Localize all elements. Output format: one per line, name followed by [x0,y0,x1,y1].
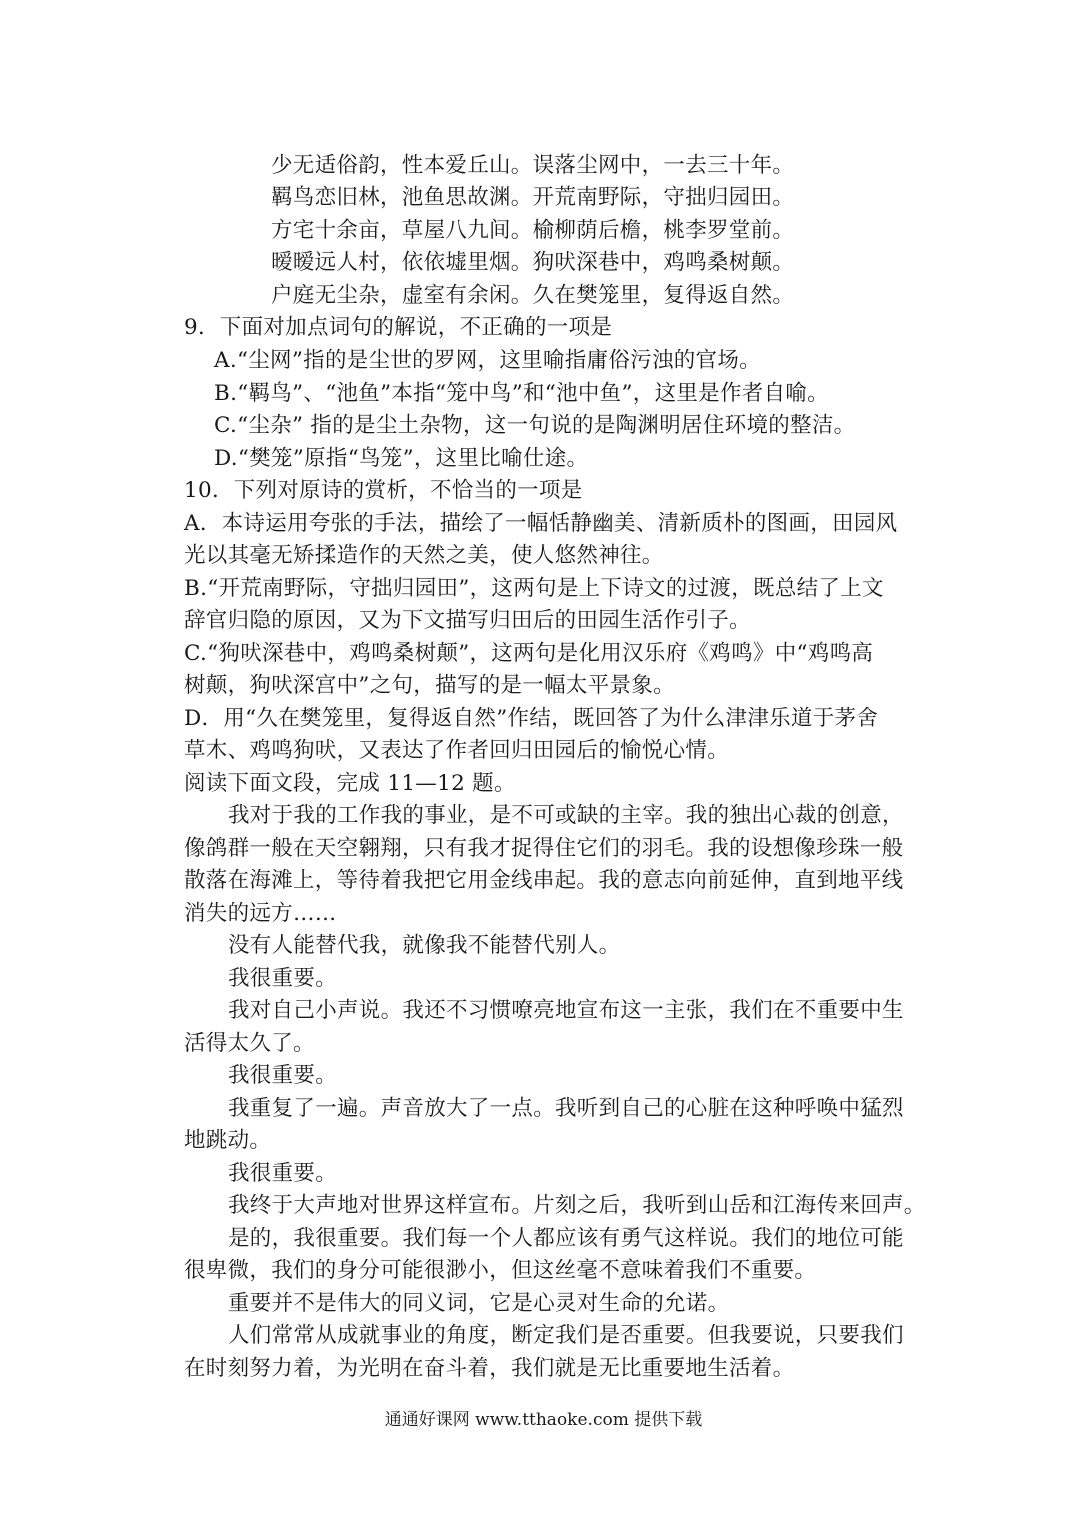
question-10-option-c-line-2: 树颠，狗吠深宫中”之句，描写的是一幅太平景象。 [184,673,675,698]
passage-line-12: 我很重要。 [228,1161,338,1186]
passage-line-1: 我对于我的工作我的事业，是不可或缺的主宰。我的独出心裁的创意， [228,803,904,828]
poem-line-1: 少无适俗韵，性本爱丘山。误落尘网中，一去三十年。 [271,153,795,178]
poem-line-3: 方宅十余亩，草屋八九间。榆柳荫后檐，桃李罗堂前。 [271,218,795,243]
passage-line-10: 我重复了一遍。声音放大了一点。我听到自己的心脏在这种呼唤中猛烈 [228,1096,904,1121]
passage-line-8: 活得太久了。 [184,1031,315,1056]
passage-line-6: 我很重要。 [228,966,338,991]
question-9-option-c: C.“尘杂” 指的是尘土杂物，这一句说的是陶渊明居住环境的整洁。 [214,413,856,438]
question-10-option-d-line-1: D．用“久在樊笼里，复得返自然”作结，既回答了为什么津津乐道于茅舍 [184,706,879,731]
passage-line-3: 散落在海滩上，等待着我把它用金线串起。我的意志向前延伸，直到地平线 [184,868,904,893]
question-9-option-d: D.“樊笼”原指“鸟笼”，这里比喻仕途。 [214,446,589,471]
passage-line-11: 地跳动。 [184,1128,272,1153]
passage-line-2: 像鸽群一般在天空翱翔，只有我才捉得住它们的羽毛。我的设想像珍珠一般 [184,836,904,861]
passage-line-17: 人们常常从成就事业的角度，断定我们是否重要。但我要说，只要我们 [228,1323,904,1348]
question-9-stem: 9．下面对加点词句的解说，不正确的一项是 [184,315,613,340]
reading-instruction: 阅读下面文段，完成 11—12 题。 [184,771,516,796]
question-10-option-b-line-1: B.“开荒南野际，守拙归园田”，这两句是上下诗文的过渡，既总结了上文 [184,576,884,601]
passage-line-15: 很卑微，我们的身分可能很渺小，但这丝毫不意味着我们不重要。 [184,1258,817,1283]
question-9-option-b: B.“羁鸟”、“池鱼”本指“笼中鸟”和“池中鱼”，这里是作者自喻。 [214,381,829,406]
passage-line-9: 我很重要。 [228,1063,338,1088]
passage-line-18: 在时刻努力着，为光明在奋斗着，我们就是无比重要地生活着。 [184,1356,795,1381]
question-10-option-a-line-2: 光以其毫无矫揉造作的天然之美，使人悠然神往。 [184,543,664,568]
passage-line-4: 消失的远方…… [184,901,337,926]
question-10-option-c-line-1: C.“狗吠深巷中，鸡鸣桑树颠”，这两句是化用汉乐府《鸡鸣》中“鸡鸣高 [184,641,874,666]
passage-line-7: 我对自己小声说。我还不习惯嘹亮地宣布这一主张，我们在不重要中生 [228,998,904,1023]
question-10-option-a-line-1: A．本诗运用夸张的手法，描绘了一幅恬静幽美、清新质朴的图画，田园风 [184,511,898,536]
question-10-option-b-line-2: 辞官归隐的原因，又为下文描写归田后的田园生活作引子。 [184,608,751,633]
question-10-stem: 10．下列对原诗的赏析，不恰当的一项是 [184,478,583,503]
poem-line-5: 户庭无尘杂，虚室有余闲。久在樊笼里，复得返自然。 [271,283,795,308]
question-9-option-a: A.“尘网”指的是尘世的罗网，这里喻指庸俗污浊的官场。 [214,348,761,373]
passage-line-5: 没有人能替代我，就像我不能替代别人。 [228,933,621,958]
question-10-option-d-line-2: 草木、鸡鸣狗吠，又表达了作者回归田园后的愉悦心情。 [184,738,730,763]
page-footer: 通通好课网 www.tthaoke.com 提供下载 [384,1410,703,1430]
poem-line-2: 羁鸟恋旧林，池鱼思故渊。开荒南野际，守拙归园田。 [271,185,795,210]
passage-line-14: 是的，我很重要。我们每一个人都应该有勇气这样说。我们的地位可能 [228,1226,904,1251]
passage-line-16: 重要并不是伟大的同义词，它是心灵对生命的允诺。 [228,1291,730,1316]
poem-line-4: 暧暧远人村，依依墟里烟。狗吠深巷中，鸡鸣桑树颠。 [271,250,795,275]
passage-line-13: 我终于大声地对世界这样宣布。片刻之后，我听到山岳和江海传来回声。 [228,1193,926,1218]
